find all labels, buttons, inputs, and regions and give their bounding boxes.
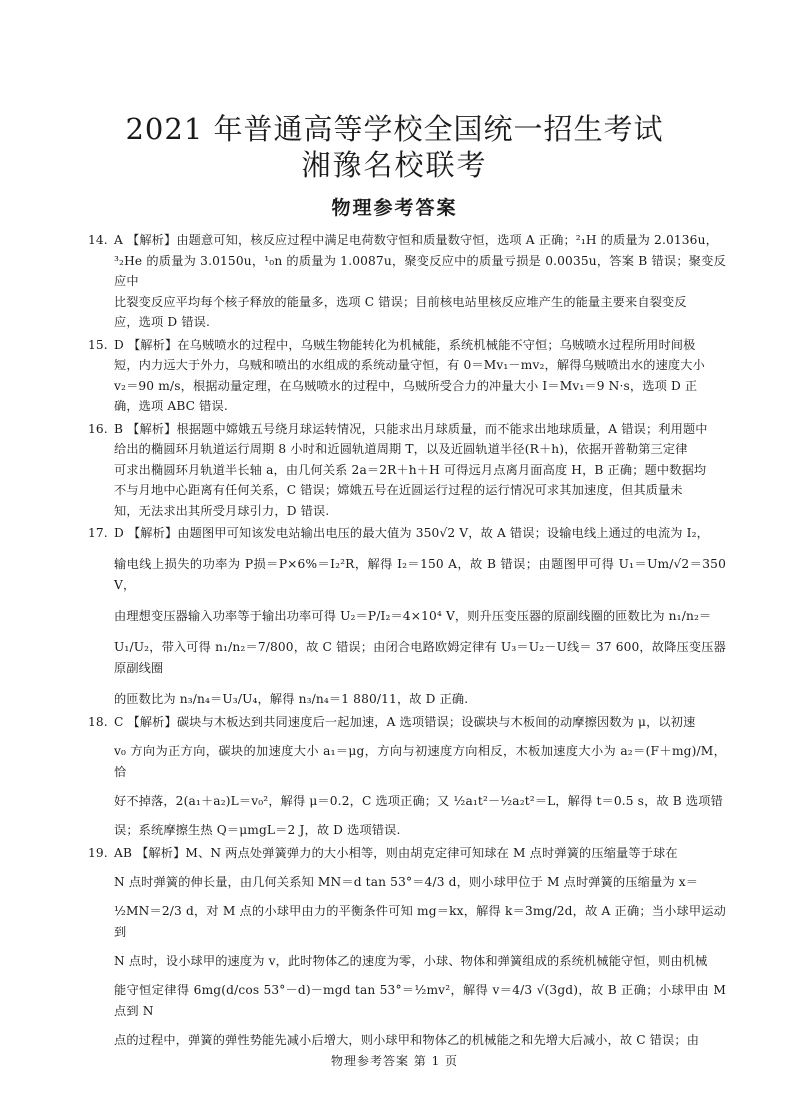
answer-16 — [88, 419, 726, 522]
answer-line: 知，无法求出其所受月球引力，D 错误. — [114, 503, 330, 518]
answer-line: B 【解析】根据题中嫦娥五号绕月球运转情况，只能求出月球质量，而不能求出地球质量，A 错误；利用题中 — [114, 421, 708, 436]
answer-line: 误；系统摩擦生热 Q＝μmgL＝2 J，故 D 选项错误. — [114, 823, 401, 837]
question-number: 16. — [88, 421, 108, 436]
answer-line: 给出的椭圆环月轨道运行周期 8 小时和近圆轨道周期 T，以及近圆轨道半径(R＋h)，依据开普勒第三定律 — [114, 442, 688, 456]
answer-line: D 【解析】在乌贼喷水的过程中，乌贼生物能转化为机械能，系统机械能不守恒；乌贼喷水过程所用时间极 — [114, 337, 696, 352]
answers-content — [88, 230, 726, 1053]
answer-line: U₁/U₂，带入可得 n₁/n₂＝7/800，故 C 错误；由闭合电路欧姆定律有 U₃＝U₂－U线＝ 37 600，故降压变压器原副线圈 — [114, 640, 726, 675]
answer-line: 不与月地中心距离有任何关系，C 错误；嫦娥五号在近圆运行过程的运行情况可求其加速度，但其质量未 — [114, 483, 683, 497]
answer-line: C 【解析】碳块与木板达到共同速度后一起加速，A 选项错误；设碳块与木板间的动摩擦因数为 μ，以初速 — [114, 715, 696, 729]
question-number: 19. — [88, 846, 108, 860]
answer-line: 应，选项 D 错误. — [114, 315, 211, 329]
answer-line: 好不掉落，2(a₁＋a₂)L＝v₀²，解得 μ＝0.2，C 选项正确；又 ½a₁t²－½a₂t²＝L，解得 t＝0.5 s，故 B 选项错 — [114, 794, 723, 808]
answer-line: D 【解析】由题图甲可知该发电站输出电压的最大值为 350√2 V，故 A 错误；设输电线上通过的电流为 I₂， — [114, 526, 709, 540]
answer-line: v₀ 方向为正方向，碳块的加速度大小 a₁＝μg，方向与初速度方向相反，木板加速度大小为 a₂＝(F＋mg)/M，恰 — [114, 744, 726, 779]
answer-line: 可求出椭圆环月轨道半长轴 a，由几何关系 2a＝2R＋h＋H 可得远月点离月面高度 H，B 正确；题中数据均 — [114, 462, 707, 477]
answer-line: 短，内力远大于外力，乌贼和喷出的水组成的系统动量守恒，有 0＝Mv₁－mv₂，解得乌贼喷出水的速度大小 — [114, 358, 705, 372]
answer-line: 输电线上损失的功率为 P损＝P×6%＝I₂²R，解得 I₂＝150 A，故 B 错误；由题图甲可得 U₁＝Um/√2＝350 V， — [114, 557, 726, 592]
answer-line: N 点时，设小球甲的速度为 v，此时物体乙的速度为零，小球、物体和弹簧组成的系统机械能守恒，则由机械 — [114, 954, 708, 968]
answer-line: N 点时弹簧的伸长量，由几何关系知 MN＝d tan 53°＝4/3 d，则小球甲位于 M 点时弹簧的压缩量为 x＝ — [114, 875, 699, 889]
question-number: 18. — [88, 715, 108, 729]
exam-title: 2021 年普通高等学校全国统一招生考试 — [125, 112, 664, 146]
answer-line: 比裂变反应平均每个核子释放的能量多，选项 C 错误；目前核电站里核反应堆产生的能量主要来自裂变反 — [114, 294, 687, 309]
question-number: 14. — [88, 233, 108, 247]
answer-line: v₂＝90 m/s，根据动量定理，在乌贼喷水的过程中，乌贼所受合力的冲量大小 I＝Mv₁＝9 N·s，选项 D 正 — [114, 378, 698, 393]
answer-14 — [88, 230, 726, 333]
question-number: 17. — [88, 526, 108, 540]
answer-line: 由理想变压器输入功率等于输出功率可得 U₂＝P/I₂＝4×10⁴ V，则升压变压器的原副线圈的匝数比为 n₁/n₂＝ — [114, 609, 712, 623]
answer-line: 确，选项 ABC 错误. — [114, 399, 228, 413]
page-footer: 物理参考答案 第 1 页 — [330, 1054, 459, 1068]
answer-line: ³₂He 的质量为 3.0150u，¹₀n 的质量为 1.0087u，聚变反应中的质量亏损是 0.0035u，答案 B 错误；聚变反应中 — [114, 253, 726, 288]
answer-19 — [88, 843, 726, 1051]
exam-subtitle: 湘豫名校联考 — [301, 148, 488, 182]
answer-18 — [88, 712, 726, 841]
section-title: 物理参考答案 — [331, 197, 458, 219]
answer-line: A 【解析】由题意可知，核反应过程中满足电荷数守恒和质量数守恒，选项 A 正确；²₁H 的质量为 2.0136u， — [114, 233, 718, 247]
answer-line: 点的过程中，弹簧的弹性势能先减小后增大，则小球甲和物体乙的机械能之和先增大后减小，故 C 错误；由 — [114, 1033, 700, 1047]
answer-15 — [88, 335, 726, 417]
answer-line: 能守恒定律得 6mg(d/cos 53°－d)－mgd tan 53°＝½mv²，解得 v＝4/3 √(3gd)，故 B 正确；小球甲由 M 点到 N — [114, 983, 726, 1018]
answer-17 — [88, 523, 726, 710]
answer-line: ½MN＝2/3 d，对 M 点的小球甲由力的平衡条件可知 mg＝kx，解得 k＝3mg/2d，故 A 正确；当小球甲运动到 — [114, 904, 726, 939]
question-number: 15. — [88, 337, 108, 352]
answer-line: 的匝数比为 n₃/n₄＝U₃/U₄，解得 n₃/n₄＝1 880/11，故 D 正确. — [114, 692, 469, 706]
answer-line: AB 【解析】M、N 两点处弹簧弹力的大小相等，则由胡克定律可知球在 M 点时弹簧的压缩量等于球在 — [114, 846, 678, 860]
